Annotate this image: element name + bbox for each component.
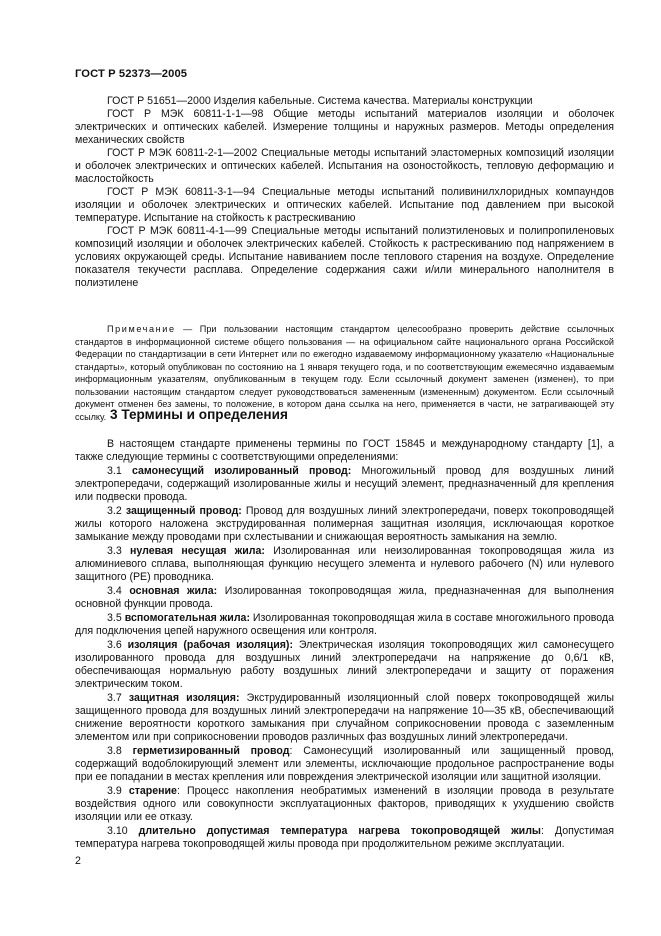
term-name: самонесущий изолированный провод: [131, 465, 352, 477]
term-definition: Экструдированный изоляционный слой поверх токопроводящей жилы защищенного провода для воздушных линий электропередачи на напряжение 10—35 кВ, обеспечивающий снижение вероятности короткого замыкания при случайном соприкосновении провода с заземленным элементом или при соприкосновении проводов различных фаз воздушных линий электропередачи. [75, 692, 614, 743]
term-item [75, 639, 614, 691]
term-definition: Многожильный провод для воздушных линий электропередачи, содержащий изолированные жилы и несущий элемент, предназначенный для крепления или подвески провода. [75, 465, 614, 503]
term-definition: : Самонесущий изолированный или защищенный провод, содержащий водоблокирующий элемент или элементы, исключающие продольное распространение воды при ее попадании в местах крепления или повреждения электрической изоляции или защитной изоляции. [75, 745, 614, 783]
term-name: старение [128, 785, 177, 797]
term-item [75, 545, 614, 584]
reference-item: ГОСТ Р МЭК 60811-4-1—99 Специальные методы испытаний полиэтиленовых и полипропиленовых композиций изоляции и оболочек электрических кабелей. Стойкость к растрескиванию под напряжением в условиях окружающей среды. Испытание навиванием после теплового старения на воздухе. Определение показателя текучести расплава. Определение содержания сажи и/или минерального наполнителя в полиэтилене [75, 225, 614, 289]
term-name: защитная изоляция: [128, 692, 240, 704]
section-title: 3 Термины и определения [110, 407, 288, 422]
term-item [75, 825, 614, 851]
term-definition: Электрическая изоляция токопроводящих жил самонесущего изолированного провода для воздушных линий электропередачи на напряжение до 0,6/1 кВ, обеспечивающая нормальную работу воздушных линий электропередачи и защиту от поражения электрическим током. [75, 639, 614, 690]
term-number: 3.2 [107, 505, 122, 517]
term-number: 3.3 [107, 545, 122, 557]
term-number: 3.4 [107, 585, 122, 597]
term-number: 3.7 [107, 692, 122, 704]
term-item [75, 585, 614, 611]
term-name: защищенный провод: [125, 505, 242, 517]
term-item [75, 745, 614, 784]
note-text: — При пользовании настоящим стандартом целесообразно проверить действие ссылочных стандартов в информационной системе общего пользования — на официальном сайте национального органа Российской Федерации по стандартизации в сети Интернет или по ежегодно издаваемому информационному указателю «Национальные стандарты», который опубликован по состоянию на 1 января текущего года, и по соответствующим ежемесячно издаваемым информационным указателям, опубликованным в текущем году. Если ссылочный документ заменен (изменен), то при пользовании настоящим стандартом следует руководствоваться замененным (измененным) документом. Если ссылочный документ отменен без замены, то положение, в котором дана ссылка на него, применяется в части, не затрагивающей эту ссылку. [75, 324, 614, 422]
term-item [75, 692, 614, 744]
note-label: Примечание [107, 324, 176, 334]
term-name: вспомогательная жила: [124, 612, 250, 624]
term-number: 3.10 [107, 825, 128, 837]
term-name: основная жила: [129, 585, 218, 597]
document-header: ГОСТ Р 52373—2005 [75, 68, 188, 80]
reference-item: ГОСТ Р МЭК 60811-3-1—94 Специальные методы испытаний поливинилхлоридных компаундов изоляции и оболочек электрических и оптических кабелей. Испытание под давлением при высокой температуре. Испытание на стойкость к растрескиванию [75, 186, 614, 224]
term-number: 3.5 [107, 612, 122, 624]
term-definition: : Допустимая температура нагрева токопроводящей жилы провода при продолжительном режиме эксплуатации. [75, 825, 614, 850]
term-number: 3.1 [107, 465, 122, 477]
intro-paragraph: В настоящем стандарте применены термины по ГОСТ 15845 и международному стандарту [1], а также следующие термины с соответствующими определениями: [75, 438, 614, 463]
term-definition: Изолированная токопроводящая жила в составе многожильного провода для подключения цепей наружного освещения или контроля. [75, 612, 614, 637]
page-number: 2 [75, 855, 81, 867]
term-item [75, 612, 614, 638]
reference-item: ГОСТ Р МЭК 60811-2-1—2002 Специальные методы испытаний эластомерных композиций изоляции и оболочек электрических и оптических кабелей. Испытания на озоностойкость, тепловую деформацию и маслостойкость [75, 147, 614, 185]
reference-item: ГОСТ Р 51651—2000 Изделия кабельные. Система качества. Материалы конструкции [107, 95, 533, 107]
term-definition: Изолированная или неизолированная токопроводящая жила из алюминиевого сплава, выполняющая функцию несущего элемента и нулевого рабочего (N) или нулевого защитного (PE) проводника. [75, 545, 614, 583]
term-definition: Провод для воздушных линий электропередачи, поверх токопроводящей жилы которого наложена экструдированная полимерная защитная изоляция, исключающая короткое замыкание между проводами при схлестывании и снижающая вероятность замыкания на землю. [75, 505, 614, 543]
term-definition: : Процесс накопления необратимых изменений в изоляции провода в результате воздействия одного или совокупности эксплуатационных факторов, приводящих к ухудшению свойств изоляции или ее отказу. [75, 785, 614, 823]
term-item [75, 465, 614, 504]
term-number: 3.8 [107, 745, 122, 757]
term-item [75, 785, 614, 824]
terms-list [75, 438, 614, 852]
term-name: изоляция (рабочая изоляция): [127, 639, 293, 651]
term-name: длительно допустимая температура нагрева токопроводящей жилы [138, 825, 541, 837]
term-definition: Изолированная токопроводящая жила, предназначенная для выполнения основной функции провода. [75, 585, 615, 610]
term-name: нулевая несущая жила: [130, 545, 265, 557]
reference-item: ГОСТ Р МЭК 60811-1-1—98 Общие методы испытаний материалов изоляции и оболочек электрических и оптических кабелей. Измерение толщины и наружных размеров. Методы определения механических свойств [75, 108, 614, 146]
term-number: 3.6 [107, 639, 122, 651]
term-number: 3.9 [107, 785, 122, 797]
references-list [75, 95, 614, 290]
term-item [75, 505, 614, 544]
term-name: герметизированный провод [132, 745, 290, 757]
